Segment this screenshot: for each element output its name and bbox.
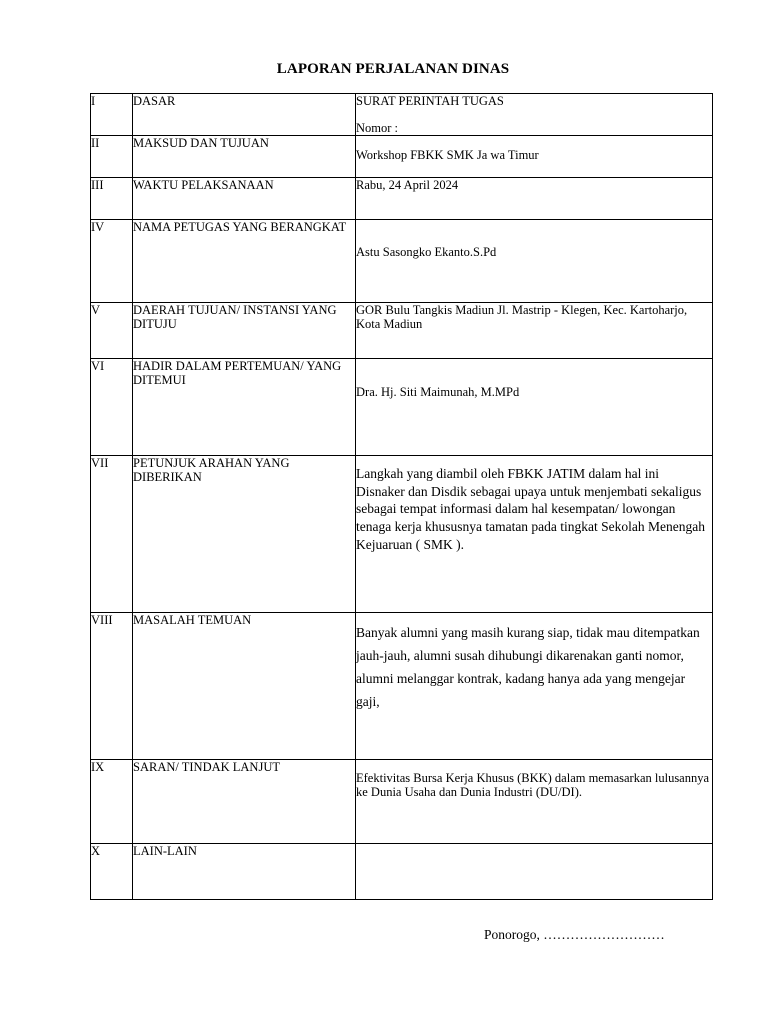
table-row (91, 220, 713, 303)
row-value-line: SURAT PERINTAH TUGAS (356, 94, 504, 108)
table-row (91, 844, 713, 900)
table-row (91, 94, 713, 136)
row-value: Rabu, 24 April 2024 (356, 178, 713, 220)
row-label: WAKTU PELAKSANAAN (133, 178, 356, 220)
row-number: X (91, 844, 133, 900)
row-number: III (91, 178, 133, 220)
row-number: VII (91, 456, 133, 613)
row-value (356, 94, 713, 136)
row-number: V (91, 303, 133, 359)
row-label: DAERAH TUJUAN/ INSTANSI YANG DITUJU (133, 303, 356, 359)
row-value (356, 613, 713, 760)
table-row (91, 456, 713, 613)
table-row (91, 178, 713, 220)
row-value (356, 760, 713, 844)
row-label: NAMA PETUGAS YANG BERANGKAT (133, 220, 356, 303)
row-value (356, 844, 713, 900)
row-value-text: Astu Sasongko Ekanto.S.Pd (356, 245, 497, 259)
row-label: PETUNJUK ARAHAN YANG DIBERIKAN (133, 456, 356, 613)
document-title: LAPORAN PERJALANAN DINAS (276, 61, 510, 77)
row-label: SARAN/ TINDAK LANJUT (133, 760, 356, 844)
place-date: Ponorogo, ……………………… (484, 927, 665, 942)
table-row (91, 136, 713, 178)
row-label: DASAR (133, 94, 356, 136)
table-row (91, 359, 713, 456)
row-label: MAKSUD DAN TUJUAN (133, 136, 356, 178)
report-table (90, 93, 713, 900)
row-number: IX (91, 760, 133, 844)
table-row (91, 760, 713, 844)
row-number: VIII (91, 613, 133, 760)
row-value-text: Workshop FBKK SMK Ja wa Timur (356, 148, 539, 162)
row-label: MASALAH TEMUAN (133, 613, 356, 760)
row-number: I (91, 94, 133, 136)
row-value-text: Langkah yang diambil oleh FBKK JATIM dalam hal ini Disnaker dan Disdik sebagai upaya untuk menjembati sekaligus sebagai tempat informasi dalam hal kesempatan/ lowongan tenaga kerja khususnya tamatan pada tingkat Sekolah Menengah Kejuaruan ( SMK ). (356, 466, 706, 552)
row-number: II (91, 136, 133, 178)
table-row (91, 613, 713, 760)
row-value (356, 136, 713, 178)
row-value-text: Banyak alumni yang masih kurang siap, tidak mau ditempatkan jauh-jauh, alumni susah dihubungi dikarenakan ganti nomor, alumni melanggar kontrak, kadang hanya ada yang mengejar gaji, (356, 625, 700, 709)
row-value (356, 220, 713, 303)
row-value-line: Nomor : (356, 121, 399, 135)
row-value: GOR Bulu Tangkis Madiun Jl. Mastrip - Klegen, Kec. Kartoharjo, Kota Madiun (356, 303, 713, 359)
row-label: HADIR DALAM PERTEMUAN/ YANG DITEMUI (133, 359, 356, 456)
row-number: IV (91, 220, 133, 303)
row-label: LAIN-LAIN (133, 844, 356, 900)
row-value-text: Efektivitas Bursa Kerja Khusus (BKK) dalam memasarkan lulusannya ke Dunia Usaha dan Dunia Industri (DU/DI). (356, 771, 710, 799)
table-row (91, 303, 713, 359)
row-value (356, 456, 713, 613)
row-value-text: Dra. Hj. Siti Maimunah, M.MPd (356, 385, 520, 399)
row-value (356, 359, 713, 456)
row-number: VI (91, 359, 133, 456)
